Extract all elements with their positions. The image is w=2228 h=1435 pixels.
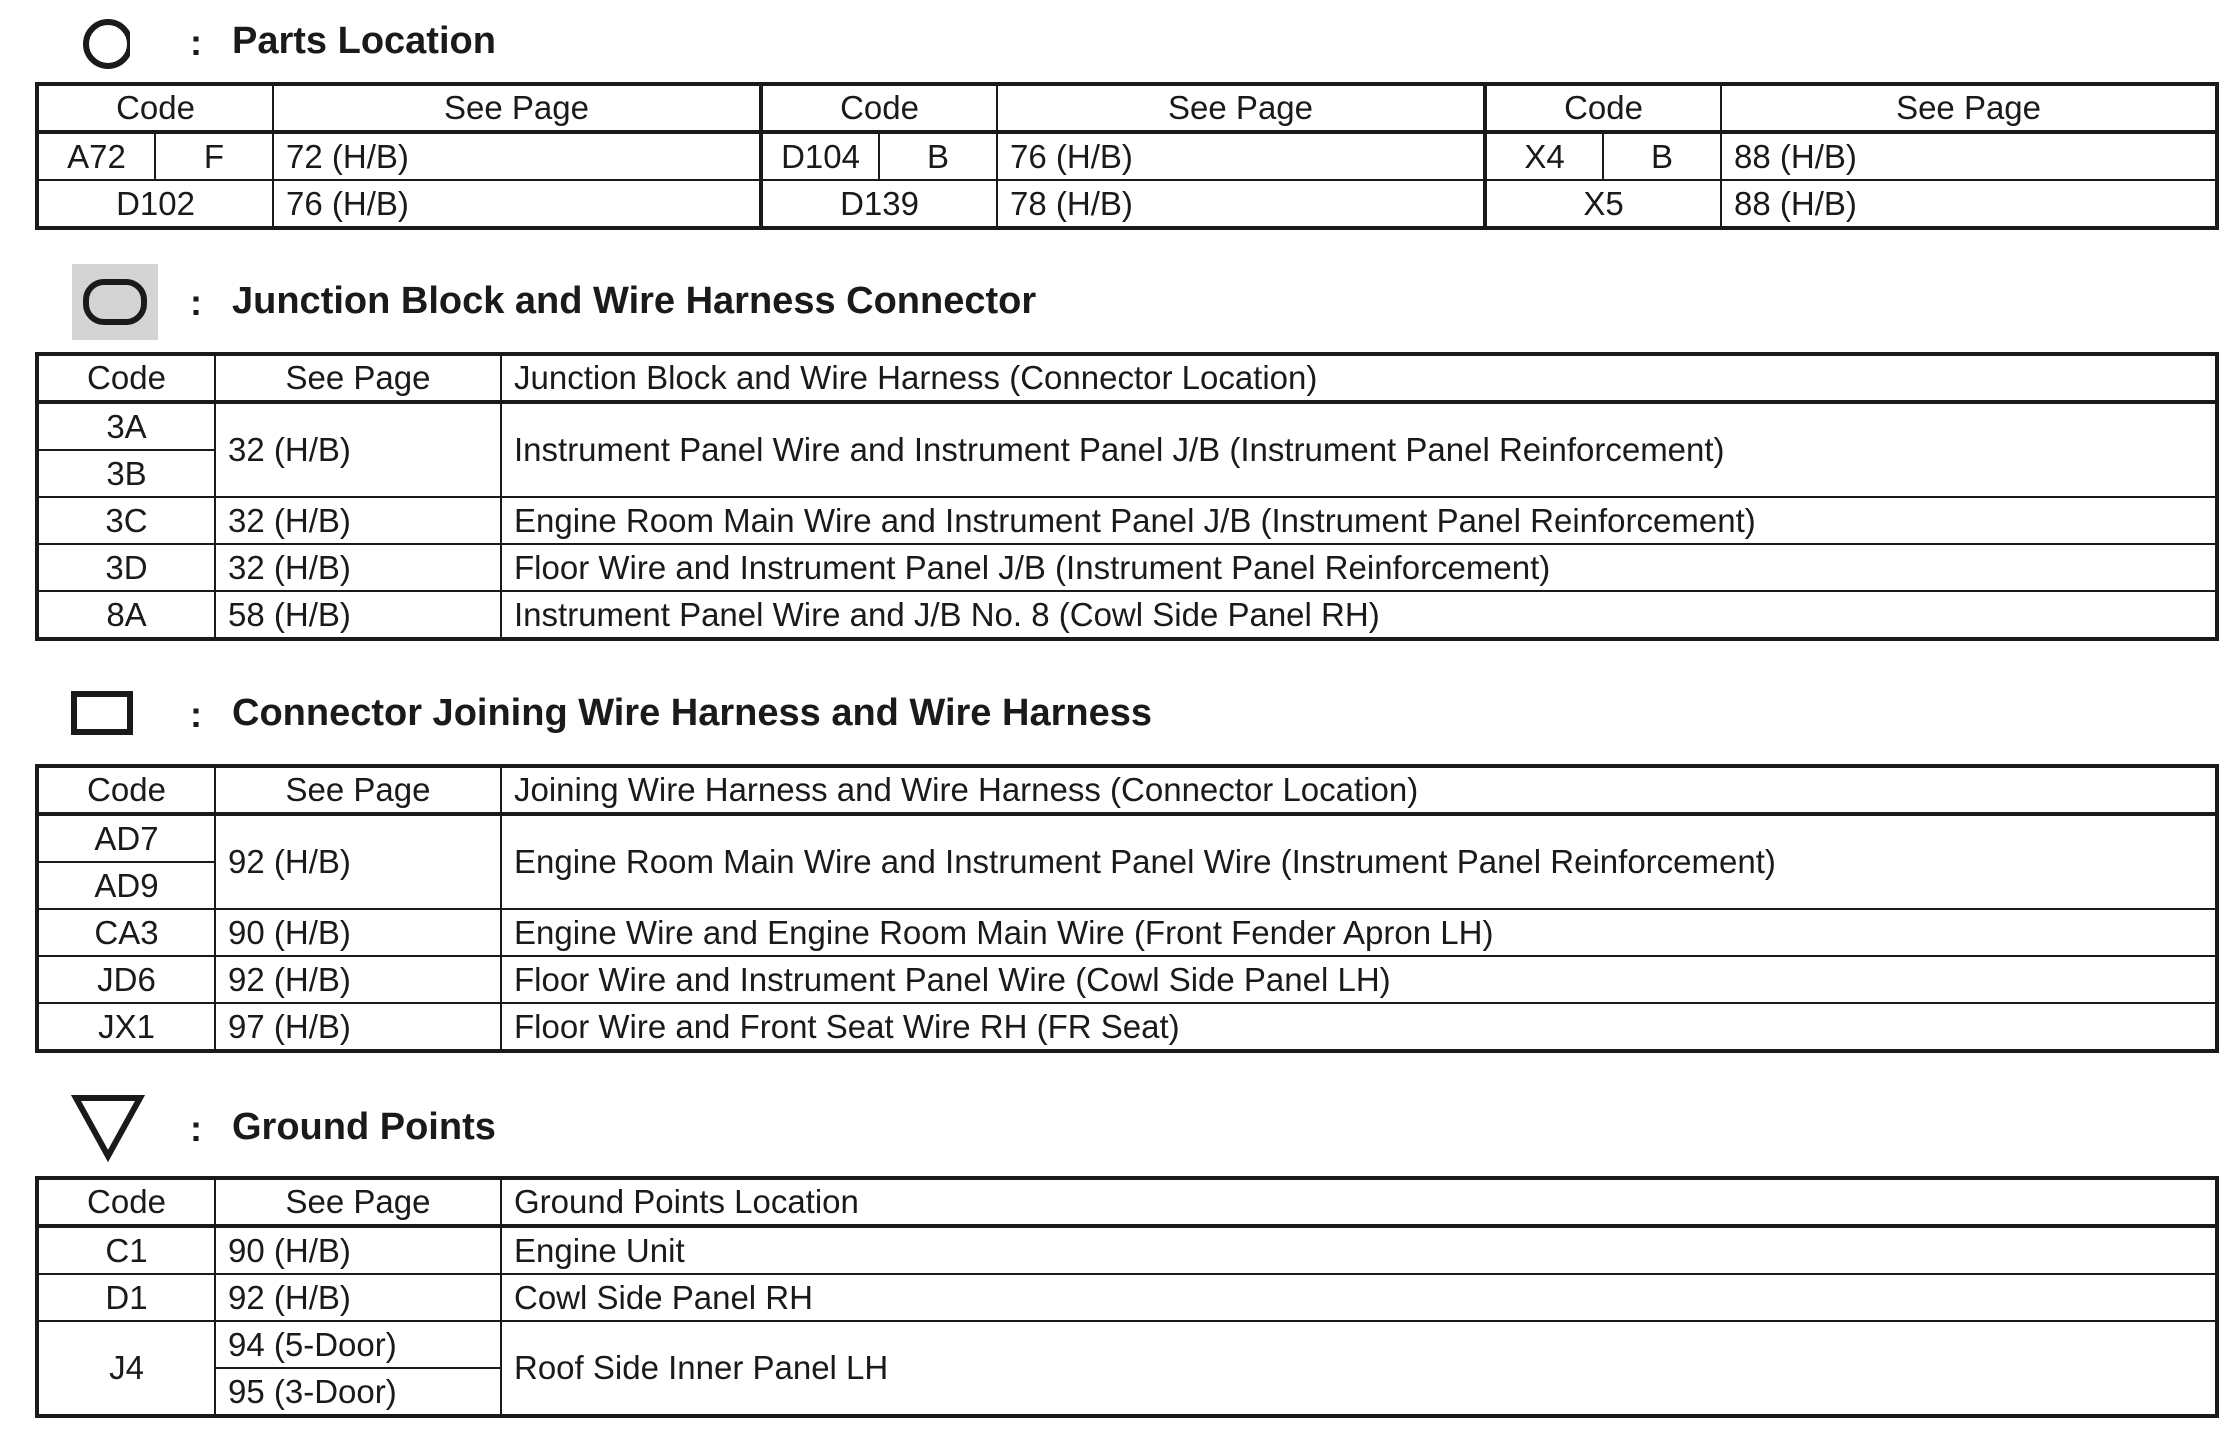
table-row [37,956,2217,1003]
section-colon: : [190,1108,202,1149]
header-code: Code [37,354,215,402]
page-cell: 88 (H/B) [1721,180,2217,228]
table-row [37,132,2217,180]
ground-points-table [35,1176,2219,1418]
page-cell: 76 (H/B) [997,132,1485,180]
connector-joining-header [70,674,1570,754]
header-see-page: See Page [215,1178,501,1226]
header-location: Junction Block and Wire Harness (Connector Location) [501,354,2217,402]
location-cell: Engine Wire and Engine Room Main Wire (Front Fender Apron LH) [501,909,2217,956]
location-cell: Instrument Panel Wire and Instrument Panel J/B (Instrument Panel Reinforcement) [501,402,2217,497]
page-cell: 72 (H/B) [273,132,761,180]
section-title: Connector Joining Wire Harness and Wire Harness [232,692,1152,734]
section-title: Parts Location [232,20,496,62]
header-code: Code [1485,84,1721,132]
code-cell: D102 [37,180,273,228]
table-row [37,1321,2217,1368]
rounded-rectangle-icon [72,264,158,340]
page-cell: 92 (H/B) [215,956,501,1003]
section-colon: : [190,282,202,323]
code-cell: 8A [37,591,215,639]
page-cell: 90 (H/B) [215,1226,501,1274]
table-header-row [37,354,2217,402]
page-cell: 88 (H/B) [1721,132,2217,180]
location-cell: Cowl Side Panel RH [501,1274,2217,1321]
code-sub-cell: B [1603,132,1721,180]
header-location: Joining Wire Harness and Wire Harness (Connector Location) [501,766,2217,814]
section-title: Junction Block and Wire Harness Connector [232,280,1037,322]
page-cell: 94 (5-Door) [215,1321,501,1368]
rectangle-icon [70,684,140,744]
junction-block-table [35,352,2219,641]
code-cell: JX1 [37,1003,215,1051]
header-code: Code [761,84,997,132]
code-cell: D104 [761,132,879,180]
triangle-down-icon [70,1092,146,1162]
table-row [37,497,2217,544]
section-title: Ground Points [232,1106,496,1148]
junction-block-header [70,262,1570,342]
location-cell: Floor Wire and Instrument Panel J/B (Instrument Panel Reinforcement) [501,544,2217,591]
table-header-row [37,1178,2217,1226]
table-header-row [37,766,2217,814]
code-cell: AD9 [37,862,215,909]
page-cell: 90 (H/B) [215,909,501,956]
page-cell: 92 (H/B) [215,814,501,909]
location-cell: Engine Room Main Wire and Instrument Panel J/B (Instrument Panel Reinforcement) [501,497,2217,544]
location-cell: Engine Unit [501,1226,2217,1274]
code-cell: 3A [37,402,215,450]
parts-location-table [35,82,2219,230]
location-cell: Floor Wire and Front Seat Wire RH (FR Seat) [501,1003,2217,1051]
header-location: Ground Points Location [501,1178,2217,1226]
connector-joining-table [35,764,2219,1053]
ground-points-header [70,1088,1570,1168]
header-code: Code [37,766,215,814]
code-sub-cell: B [879,132,997,180]
page-cell: 76 (H/B) [273,180,761,228]
section-colon: : [190,694,202,735]
code-cell: AD7 [37,814,215,862]
circle-icon [70,4,130,84]
header-code: Code [37,1178,215,1226]
header-see-page: See Page [273,84,761,132]
code-cell: JD6 [37,956,215,1003]
table-row [37,1003,2217,1051]
table-row [37,909,2217,956]
location-cell: Floor Wire and Instrument Panel Wire (Cowl Side Panel LH) [501,956,2217,1003]
location-cell: Roof Side Inner Panel LH [501,1321,2217,1416]
code-cell: X5 [1485,180,1721,228]
location-cell: Instrument Panel Wire and J/B No. 8 (Cowl Side Panel RH) [501,591,2217,639]
page-cell: 32 (H/B) [215,402,501,497]
table-row [37,402,2217,450]
header-see-page: See Page [1721,84,2217,132]
code-cell: X4 [1485,132,1603,180]
table-header-row [37,84,2217,132]
page-cell: 97 (H/B) [215,1003,501,1051]
page-cell: 78 (H/B) [997,180,1485,228]
code-cell: A72 [37,132,155,180]
code-cell: 3D [37,544,215,591]
table-row [37,180,2217,228]
header-see-page: See Page [215,766,501,814]
code-cell: D139 [761,180,997,228]
table-row [37,814,2217,862]
code-cell: 3B [37,450,215,497]
code-cell: CA3 [37,909,215,956]
location-cell: Engine Room Main Wire and Instrument Panel Wire (Instrument Panel Reinforcement) [501,814,2217,909]
code-cell: 3C [37,497,215,544]
parts-location-header [70,4,1570,84]
code-cell: C1 [37,1226,215,1274]
section-colon: : [190,22,202,63]
page-cell: 32 (H/B) [215,497,501,544]
header-see-page: See Page [215,354,501,402]
page-cell: 32 (H/B) [215,544,501,591]
table-row [37,591,2217,639]
header-see-page: See Page [997,84,1485,132]
page-cell: 58 (H/B) [215,591,501,639]
page-cell: 95 (3-Door) [215,1368,501,1416]
code-cell: J4 [37,1321,215,1416]
table-row [37,1226,2217,1274]
code-cell: D1 [37,1274,215,1321]
page-cell: 92 (H/B) [215,1274,501,1321]
header-code: Code [37,84,273,132]
table-row [37,1274,2217,1321]
code-sub-cell: F [155,132,273,180]
table-row [37,544,2217,591]
